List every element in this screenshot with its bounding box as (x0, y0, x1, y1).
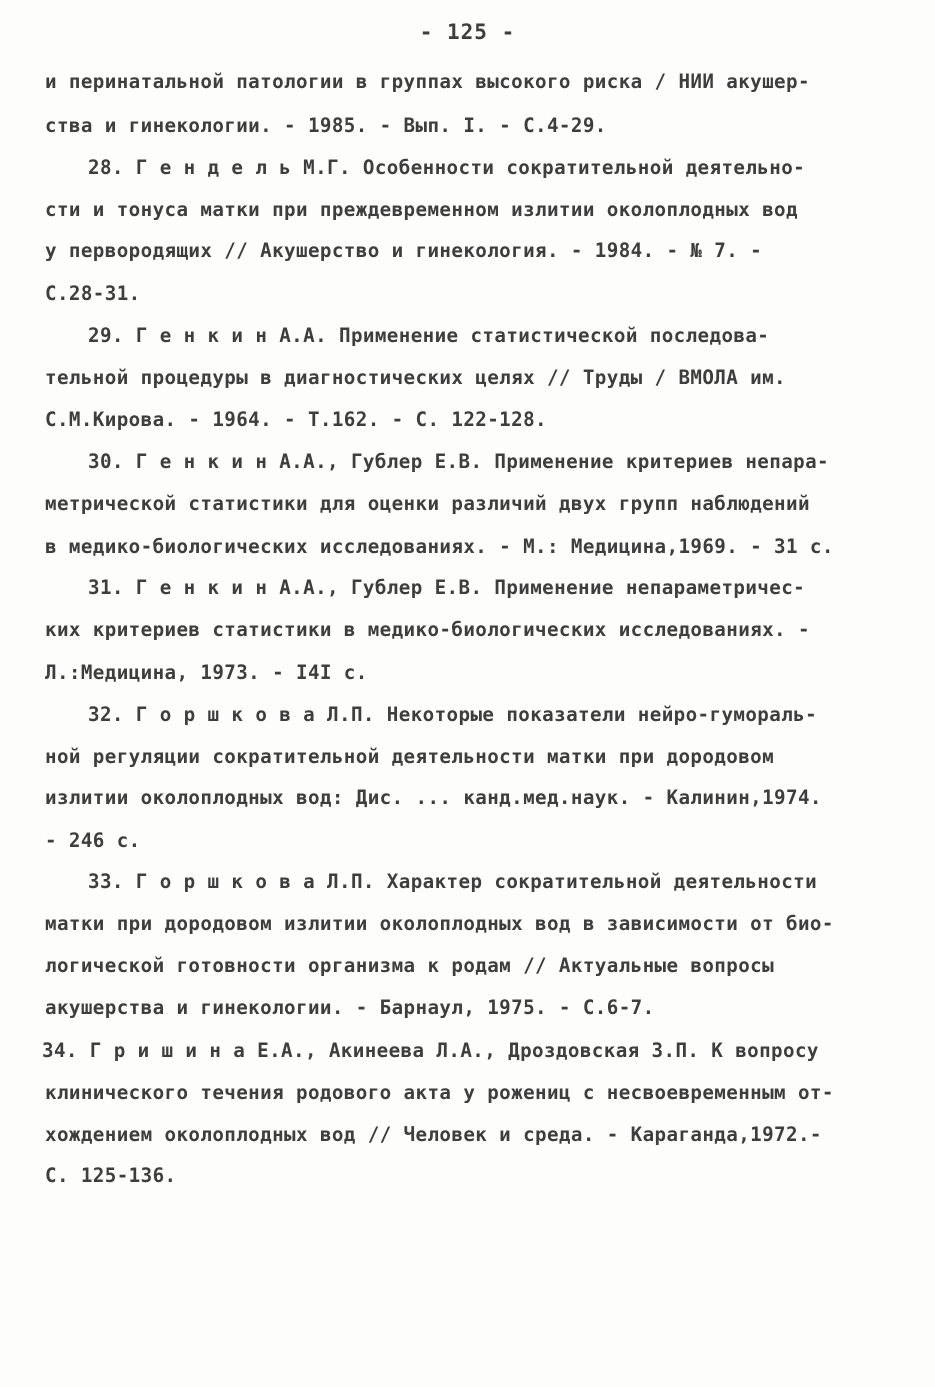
text-line: ной регуляции сократительной деятельности матки при дородовом (45, 745, 775, 768)
reference-34: 34. Г р и ш и н а Е.А., Акинеева Л.А., Дроздовская З.П. К вопросу (42, 1039, 819, 1062)
text-line: тельной процедуры в диагностических целях // Труды / ВМОЛА им. (45, 366, 787, 389)
reference-33: 33. Г о р ш к о в а Л.П. Характер сократительной деятельности (88, 870, 818, 893)
text-line: излитии околоплодных вод: Дис. ... канд.мед.наук. - Калинин,1974. (45, 786, 822, 809)
text-line: ства и гинекологии. - 1985. - Вып. I. - С.4-29. (45, 114, 607, 137)
reference-30: 30. Г е н к и н А.А., Гублер Е.В. Применение критериев непара- (88, 450, 830, 473)
text-line: ких критериев статистики в медико-биологических исследованиях. - (45, 618, 810, 641)
text-line: - 246 с. (45, 829, 141, 852)
text-line: Л.:Медицина, 1973. - I4I с. (45, 661, 368, 684)
text-line: в медико-биологических исследованиях. - М.: Медицина,1969. - 31 с. (45, 535, 834, 558)
text-line: матки при дородовом излитии околоплодных вод в зависимости от био- (45, 912, 834, 935)
reference-29: 29. Г е н к и н А.А. Применение статистической последова- (88, 324, 770, 347)
page-number: - 125 - (419, 20, 516, 44)
text-line: логической готовности организма к родам // Актуальные вопросы (45, 954, 775, 977)
reference-31: 31. Г е н к и н А.А., Гублер Е.В. Применение непараметричес- (88, 576, 806, 599)
text-line: и перинатальной патологии в группах высокого риска / НИИ акушер- (45, 70, 810, 93)
text-line: у первородящих // Акушерство и гинекология. - 1984. - № 7. - (45, 239, 763, 262)
reference-32: 32. Г о р ш к о в а Л.П. Некоторые показатели нейро-гумораль- (88, 703, 818, 726)
text-line: метрической статистики для оценки различий двух групп наблюдений (45, 492, 810, 515)
text-line: хождением околоплодных вод // Человек и среда. - Караганда,1972.- (45, 1123, 822, 1146)
text-line: С.28-31. (45, 282, 141, 305)
text-line: С. 125-136. (45, 1164, 177, 1187)
reference-28: 28. Г е н д е л ь М.Г. Особенности сократительной деятельно- (88, 156, 806, 179)
text-line: сти и тонуса матки при преждевременном излитии околоплодных вод (45, 198, 798, 221)
text-line: акушерства и гинекологии. - Барнаул, 1975. - С.6-7. (45, 996, 655, 1019)
text-line: клинического течения родового акта у рожениц с несвоевременным от- (45, 1081, 834, 1104)
text-line: С.М.Кирова. - 1964. - Т.162. - С. 122-128. (45, 408, 547, 431)
